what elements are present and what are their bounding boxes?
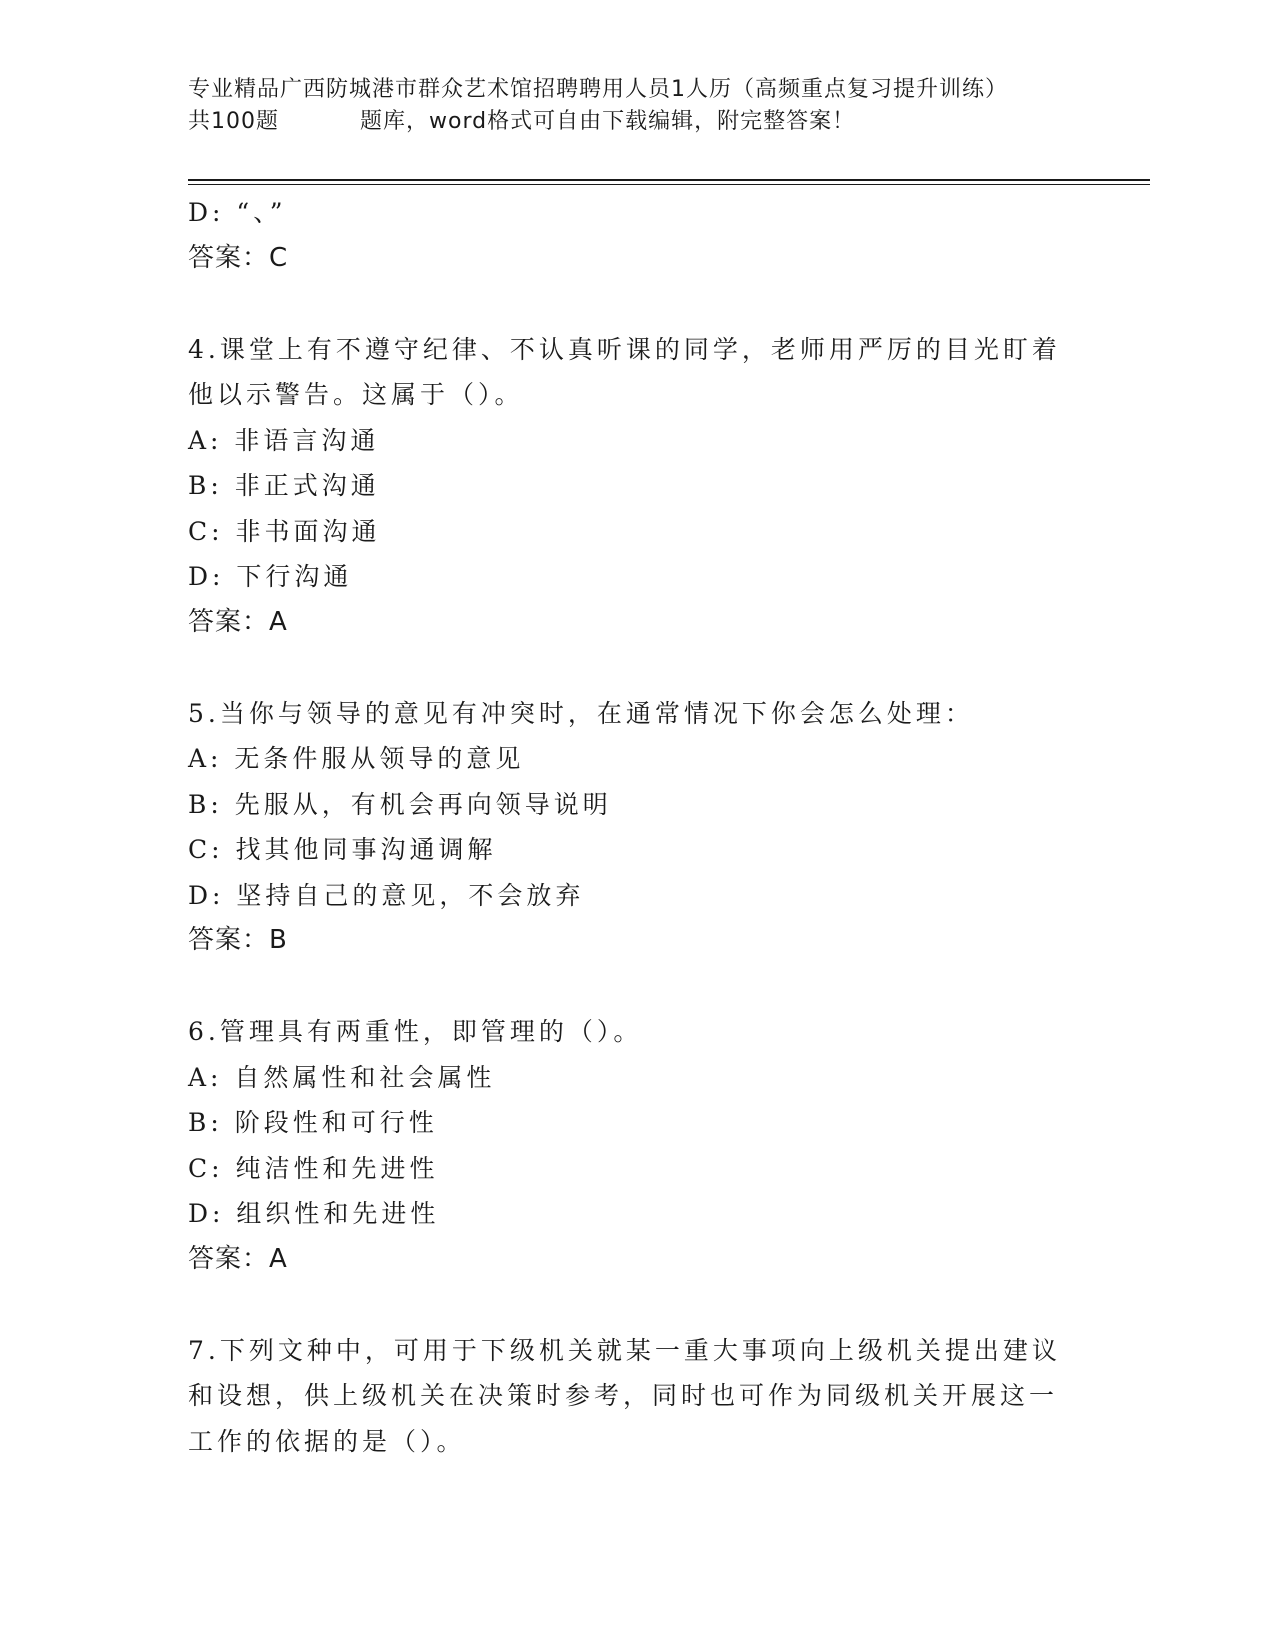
question-7-stem-line-1: 7.下列文种中，可用于下级机关就某一重大事项向上级机关提出建议 — [188, 1335, 1061, 1365]
question-4-answer: 答案：A — [188, 606, 288, 637]
question-6-option-c: C: 纯洁性和先进性 — [188, 1153, 439, 1183]
spacer — [188, 1282, 1088, 1328]
question-4 — [188, 327, 1088, 646]
question-count: 共100题 — [188, 109, 279, 134]
question-6 — [188, 1009, 1088, 1282]
question-6-stem-line-1: 6.管理具有两重性，即管理的（）。 — [188, 1017, 643, 1046]
question-7-stem-line-2: 和设想，供上级机关在决策时参考，同时也可作为同级机关开展这一 — [188, 1381, 1059, 1410]
question-5-option-c: C: 找其他同事沟通调解 — [188, 835, 497, 864]
question-5-stem-line-1: 5.当你与领导的意见有冲突时，在通常情况下你会怎么处理： — [188, 698, 974, 728]
question-5-option-b: B: 先服从，有机会再向领导说明 — [188, 789, 612, 819]
question-5-answer: 答案：B — [188, 925, 288, 955]
question-5 — [188, 691, 1088, 964]
spacer — [188, 281, 1088, 327]
question-4-option-b: B: 非正式沟通 — [188, 471, 380, 500]
header-divider-thin — [188, 184, 1150, 185]
spacer — [188, 964, 1088, 1010]
spacer — [188, 645, 1088, 691]
question-5-option-d: D: 坚持自己的意见，不会放弃 — [188, 880, 585, 910]
question-6-option-b: B: 阶段性和可行性 — [188, 1108, 438, 1137]
question-7-stem-line-3: 工作的依据的是（）。 — [188, 1426, 466, 1456]
question-4-option-d: D: 下行沟通 — [188, 562, 353, 591]
question-3-answer: 答案：C — [188, 242, 289, 273]
question-4-stem-line-1: 4.课堂上有不遵守纪律、不认真听课的同学，老师用严厉的目光盯着 — [188, 334, 1061, 364]
header-title-line2 — [188, 106, 1088, 138]
page-header — [188, 74, 1088, 138]
question-5-option-a: A: 无条件服从领导的意见 — [188, 744, 525, 773]
question-6-option-a: A: 自然属性和社会属性 — [188, 1062, 496, 1092]
question-4-option-c: C: 非书面沟通 — [188, 516, 381, 546]
document-body — [188, 190, 1088, 1464]
question-4-stem-line-2: 他以示警告。这属于（）。 — [188, 380, 524, 409]
header-title-line1: 专业精品广西防城港市群众艺术馆招聘聘用人员1人历（高频重点复习提升训练） — [188, 77, 1008, 102]
question-4-option-a: A: 非语言沟通 — [188, 425, 380, 455]
header-divider-thick — [188, 179, 1150, 181]
question-6-answer: 答案：A — [188, 1243, 288, 1274]
question-7 — [188, 1328, 1088, 1465]
header-description: 题库，word格式可自由下载编辑，附完整答案！ — [360, 109, 856, 134]
question-6-option-d: D: 组织性和先进性 — [188, 1199, 440, 1228]
question-3-option-d: D: “、” — [188, 198, 287, 227]
